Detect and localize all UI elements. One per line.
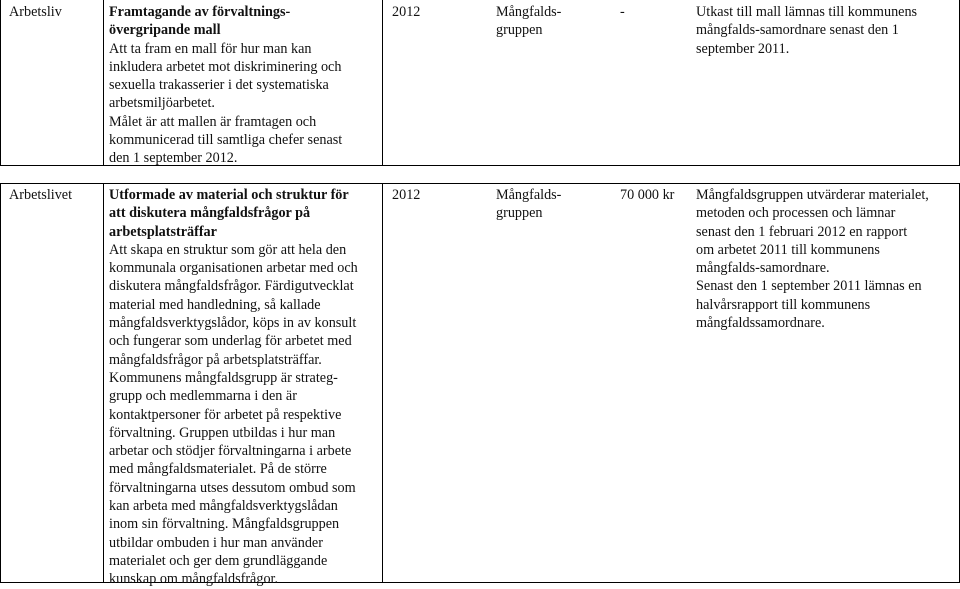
row-1-heading: Framtagande av förvaltnings- övergripande mall bbox=[109, 4, 291, 39]
row-1-responsible-cell bbox=[496, 3, 596, 40]
row-2-followup: Mångfaldsgruppen utvärderar materialet, metoden och processen och lämnar senast den 1 februari 2012 en rapport om arbetet 2011 till kommunens mångfalds-samordnare. Senast den 1 september 2011 lämnas en halvårsrapport till kommunens mångfaldssamordnare. bbox=[696, 187, 929, 332]
col-divider-1 bbox=[103, 0, 104, 166]
row-2-responsible: Mångfalds- gruppen bbox=[496, 187, 562, 222]
row-1-area-cell bbox=[9, 3, 101, 21]
row-2-activity-cell bbox=[109, 186, 381, 589]
row-2-top-border bbox=[0, 183, 960, 184]
row-2-cost-cell bbox=[620, 186, 694, 204]
row-2-heading: Utformade av material och struktur för att diskutera mångfaldsfrågor på arbetsplatsträffar bbox=[109, 187, 349, 240]
row-2-responsible-cell bbox=[496, 186, 596, 223]
row-1-followup: Utkast till mall lämnas till kommunens mångfalds-samordnare senast den 1 september 2011. bbox=[696, 4, 918, 57]
row-1-followup-cell bbox=[696, 3, 958, 58]
row-1-area: Arbetsliv bbox=[9, 4, 62, 20]
row-2-area: Arbetslivet bbox=[9, 187, 73, 203]
row-2-body: Att skapa en struktur som gör att hela den kommunala organisationen arbetar med och diskutera mångfaldsfrågor. Färdigutvecklat material med handledning, så kallade mångfaldsverktygslådor, köps in av konsult och fungerar som underlag för arbetet med mångfaldsfrågor på arbetsplatsträffar. Kommunens mångfaldsgrupp är strateg- grupp och medlemmarna i den är kontaktpersoner för arbetet på respektive förvaltning. Gruppen utbildas i hur man arbetar och stödjer förvaltningarna i arbete med mångfaldsmaterialet. På de större förvaltningarna utses dessutom ombud som kan arbeta med mångfaldsverktygslådan inom sin förvaltning. Mångfaldsgruppen utbildar ombuden i hur man använder materialet och ger dem grundläggande kunskap om mångfaldsfrågor. bbox=[109, 241, 358, 588]
table-left-border bbox=[0, 0, 1, 166]
row-1-cost-cell bbox=[620, 3, 690, 21]
table-left-border-row-2 bbox=[0, 183, 1, 583]
row-2-year-cell bbox=[392, 186, 482, 204]
row-1-body: Att ta fram en mall för hur man kan inkludera arbetet mot diskriminering och sexuella trakasserier i det systematiska arbetsmiljöarbetet. Målet är att mallen är framtagen och kommunicerad till samtliga chefer senast den 1 september 2012. bbox=[109, 40, 343, 167]
row-2-cost: 70 000 kr bbox=[620, 187, 675, 203]
row-1-activity-cell bbox=[109, 3, 381, 168]
col-divider-1-row-2 bbox=[103, 183, 104, 583]
row-1-year-cell bbox=[392, 3, 482, 21]
row-1-cost: - bbox=[620, 4, 625, 20]
col-divider-2 bbox=[382, 0, 383, 166]
row-2-year: 2012 bbox=[392, 187, 421, 203]
row-1-responsible: Mångfalds- gruppen bbox=[496, 4, 562, 39]
col-divider-2-row-2 bbox=[382, 183, 383, 583]
row-1-year: 2012 bbox=[392, 4, 421, 20]
row-2-followup-cell bbox=[696, 186, 958, 332]
row-2-area-cell bbox=[9, 186, 101, 204]
